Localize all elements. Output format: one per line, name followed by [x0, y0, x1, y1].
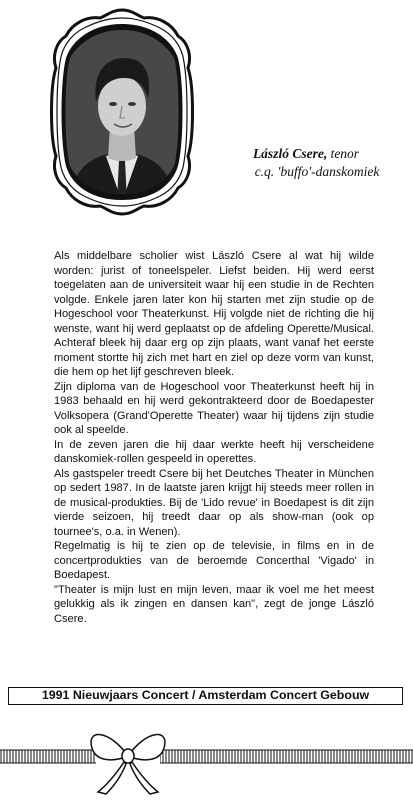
ribbon-bow-decoration: [0, 708, 413, 796]
bio-paragraph: "Theater is mijn lust en mijn leven, maar ik voel me het meest gelukkig als ik zingen en dansen kan", zegt de jonge László Csere.: [54, 583, 374, 625]
performer-name: László Csere,: [252, 146, 328, 161]
performer-role: c.q. 'buffo'-danskomiek: [254, 164, 380, 179]
portrait-photo: [48, 6, 196, 218]
bio-paragraph: Als gastspeler treedt Csere bij het Deutches Theater in München op sedert 1987. In de laatste jaren krijgt hij steeds meer rollen in de musical-produkties. Bij de 'Lido revue' in Boedapest is dit zijn vierde seizoen, hij treedt daar op als show-man (ook op tournee's, o.a. in Wenen).: [54, 467, 374, 538]
voice-type: tenor: [330, 146, 360, 161]
biography-text: [54, 249, 374, 626]
bio-paragraph: In de zeven jaren die hij daar werkte heeft hij verscheidene danskomiek-rollen gespeeld in operettes.: [54, 438, 374, 465]
bio-paragraph: Regelmatig is hij te zien op de televisie, in films en in de concertprodukties van de beroemde Concerthal 'Vigado' in Boedapest.: [54, 540, 374, 581]
concert-banner: 1991 Nieuwjaars Concert / Amsterdam Concert Gebouw: [8, 687, 403, 705]
photo-caption: [208, 145, 404, 181]
bio-paragraph: Als middelbare scholier wist László Csere al wat hij wilde worden: jurist of toneelspeler. Liefst beiden. Hij werd eerst toegelaten aan de universiteit waar hij een studie in de Rechten volgde. Enkele jaren later kon hij starten met zijn studie op de Hogeschool voor Theaterkunst. Hij volgde niet de richting die hij wenste, want hij werd geplaatst op de afdeling Operette/Musical. Achteraf bleek hij daar erg op zijn plaats, want vanaf het eerste moment stortte hij zich met hart en ziel op deze vorm van kunst, die hem op het lijf geschreven bleek.: [54, 250, 374, 378]
portrait-photo-frame: [48, 6, 196, 218]
bio-paragraph: Zijn diploma van de Hogeschool voor Theaterkunst heeft hij in 1983 behaald en hij werd gekontrakteerd door de Boedapester Volksopera (Grand'Operette Theater) waar hij tijdens zijn studie ook al speelde.: [54, 380, 374, 436]
